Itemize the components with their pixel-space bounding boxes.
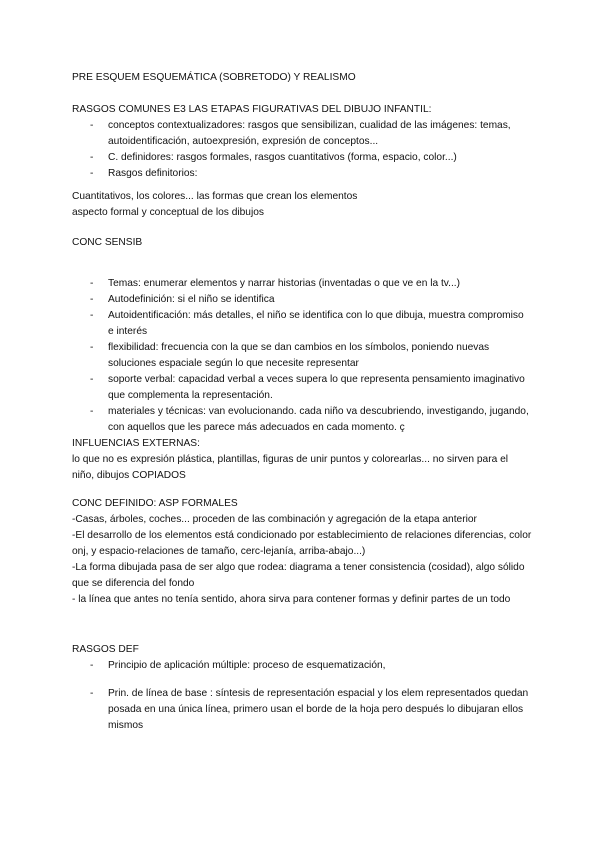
rasgos-comunes-section <box>72 102 532 182</box>
paragraph-line: -Casas, árboles, coches... proceden de las combinación y agregación de la etapa anterior <box>72 514 477 525</box>
paragraph-line: -La forma dibujada pasa de ser algo que rodea: diagrama a tener consistencia (cosidad), algo sólido que se diferencia del fondo <box>72 562 525 589</box>
paragraph-line: -El desarrollo de los elementos está condicionado por establecimiento de relaciones diferencias, color onj, y espacio-relaciones de tamaño, cerc-lejanía, arriba-abajo...) <box>72 530 532 557</box>
list-item: - flexibilidad: frecuencia con la que se dan cambios en los símbolos, poniendo nuevas soluciones espaciale según lo que necesite representar <box>72 340 532 372</box>
list-item: - soporte verbal: capacidad verbal a veces supera lo que representa pensamiento imaginativo que complementa la representación. <box>72 372 532 404</box>
list-item: - conceptos contextualizadores: rasgos que sensibilizan, cualidad de las imágenes: temas, autoidentificación, autoexpresión, expresión de conceptos... <box>72 118 532 150</box>
note-line: Cuantitativos, los colores... las formas que crean los elementos <box>72 191 358 202</box>
list-item: - Principio de aplicación múltiple: proceso de esquematización, <box>72 658 532 674</box>
influencias-heading: INFLUENCIAS EXTERNAS: <box>72 438 200 449</box>
rasgos-comunes-heading: RASGOS COMUNES E3 LAS ETAPAS FIGURATIVAS DEL DIBUJO INFANTIL: <box>72 104 432 115</box>
list-item: - Temas: enumerar elementos y narrar historias (inventadas o que ve en la tv...) <box>72 276 532 292</box>
rasgos-def-heading: RASGOS DEF <box>72 644 139 655</box>
conc-sensib-heading: CONC SENSIB <box>72 237 143 248</box>
conc-sensib-list <box>72 276 532 436</box>
page-title: PRE ESQUEM ESQUEMÁTICA (SOBRETODO) Y REALISMO <box>72 72 356 83</box>
conc-definido-heading: CONC DEFINIDO: ASP FORMALES <box>72 498 238 509</box>
list-item: - Autoidentificación: más detalles, el niño se identifica con lo que dibuja, muestra compromiso e interés <box>72 308 532 340</box>
influencias-section <box>72 436 532 484</box>
paragraph-line: - la línea que antes no tenía sentido, ahora sirva para contener formas y definir partes de un todo <box>72 594 511 605</box>
conc-sensib-section <box>72 276 532 436</box>
rasgos-def-section <box>72 642 532 674</box>
list-item: - Prin. de línea de base : síntesis de representación espacial y los elem representados quedan posada en una única línea, primero usan el borde de la hoja pero después lo dibujaran ellos mismos <box>72 686 532 734</box>
list-item: - C. definidores: rasgos formales, rasgos cuantitativos (forma, espacio, color...) <box>72 150 532 166</box>
rasgos-def-list <box>72 658 532 674</box>
note-line: aspecto formal y conceptual de los dibujos <box>72 207 264 218</box>
list-item: - Rasgos definitorios: <box>72 166 532 182</box>
list-item: - materiales y técnicas: van evolucionando. cada niño va descubriendo, investigando, jugando, con aquellos que les parece más adecuados en cada momento. ç <box>72 404 532 436</box>
conc-definido-section <box>72 496 532 608</box>
rasgos-comunes-note <box>72 189 532 221</box>
rasgos-comunes-list <box>72 118 532 182</box>
rasgos-def-section-2 <box>72 686 532 734</box>
list-item: - Autodefinición: si el niño se identifica <box>72 292 532 308</box>
influencias-text: lo que no es expresión plástica, plantillas, figuras de unir puntos y colorearlas... no sirven para el niño, dibujos COPIADOS <box>72 454 509 481</box>
